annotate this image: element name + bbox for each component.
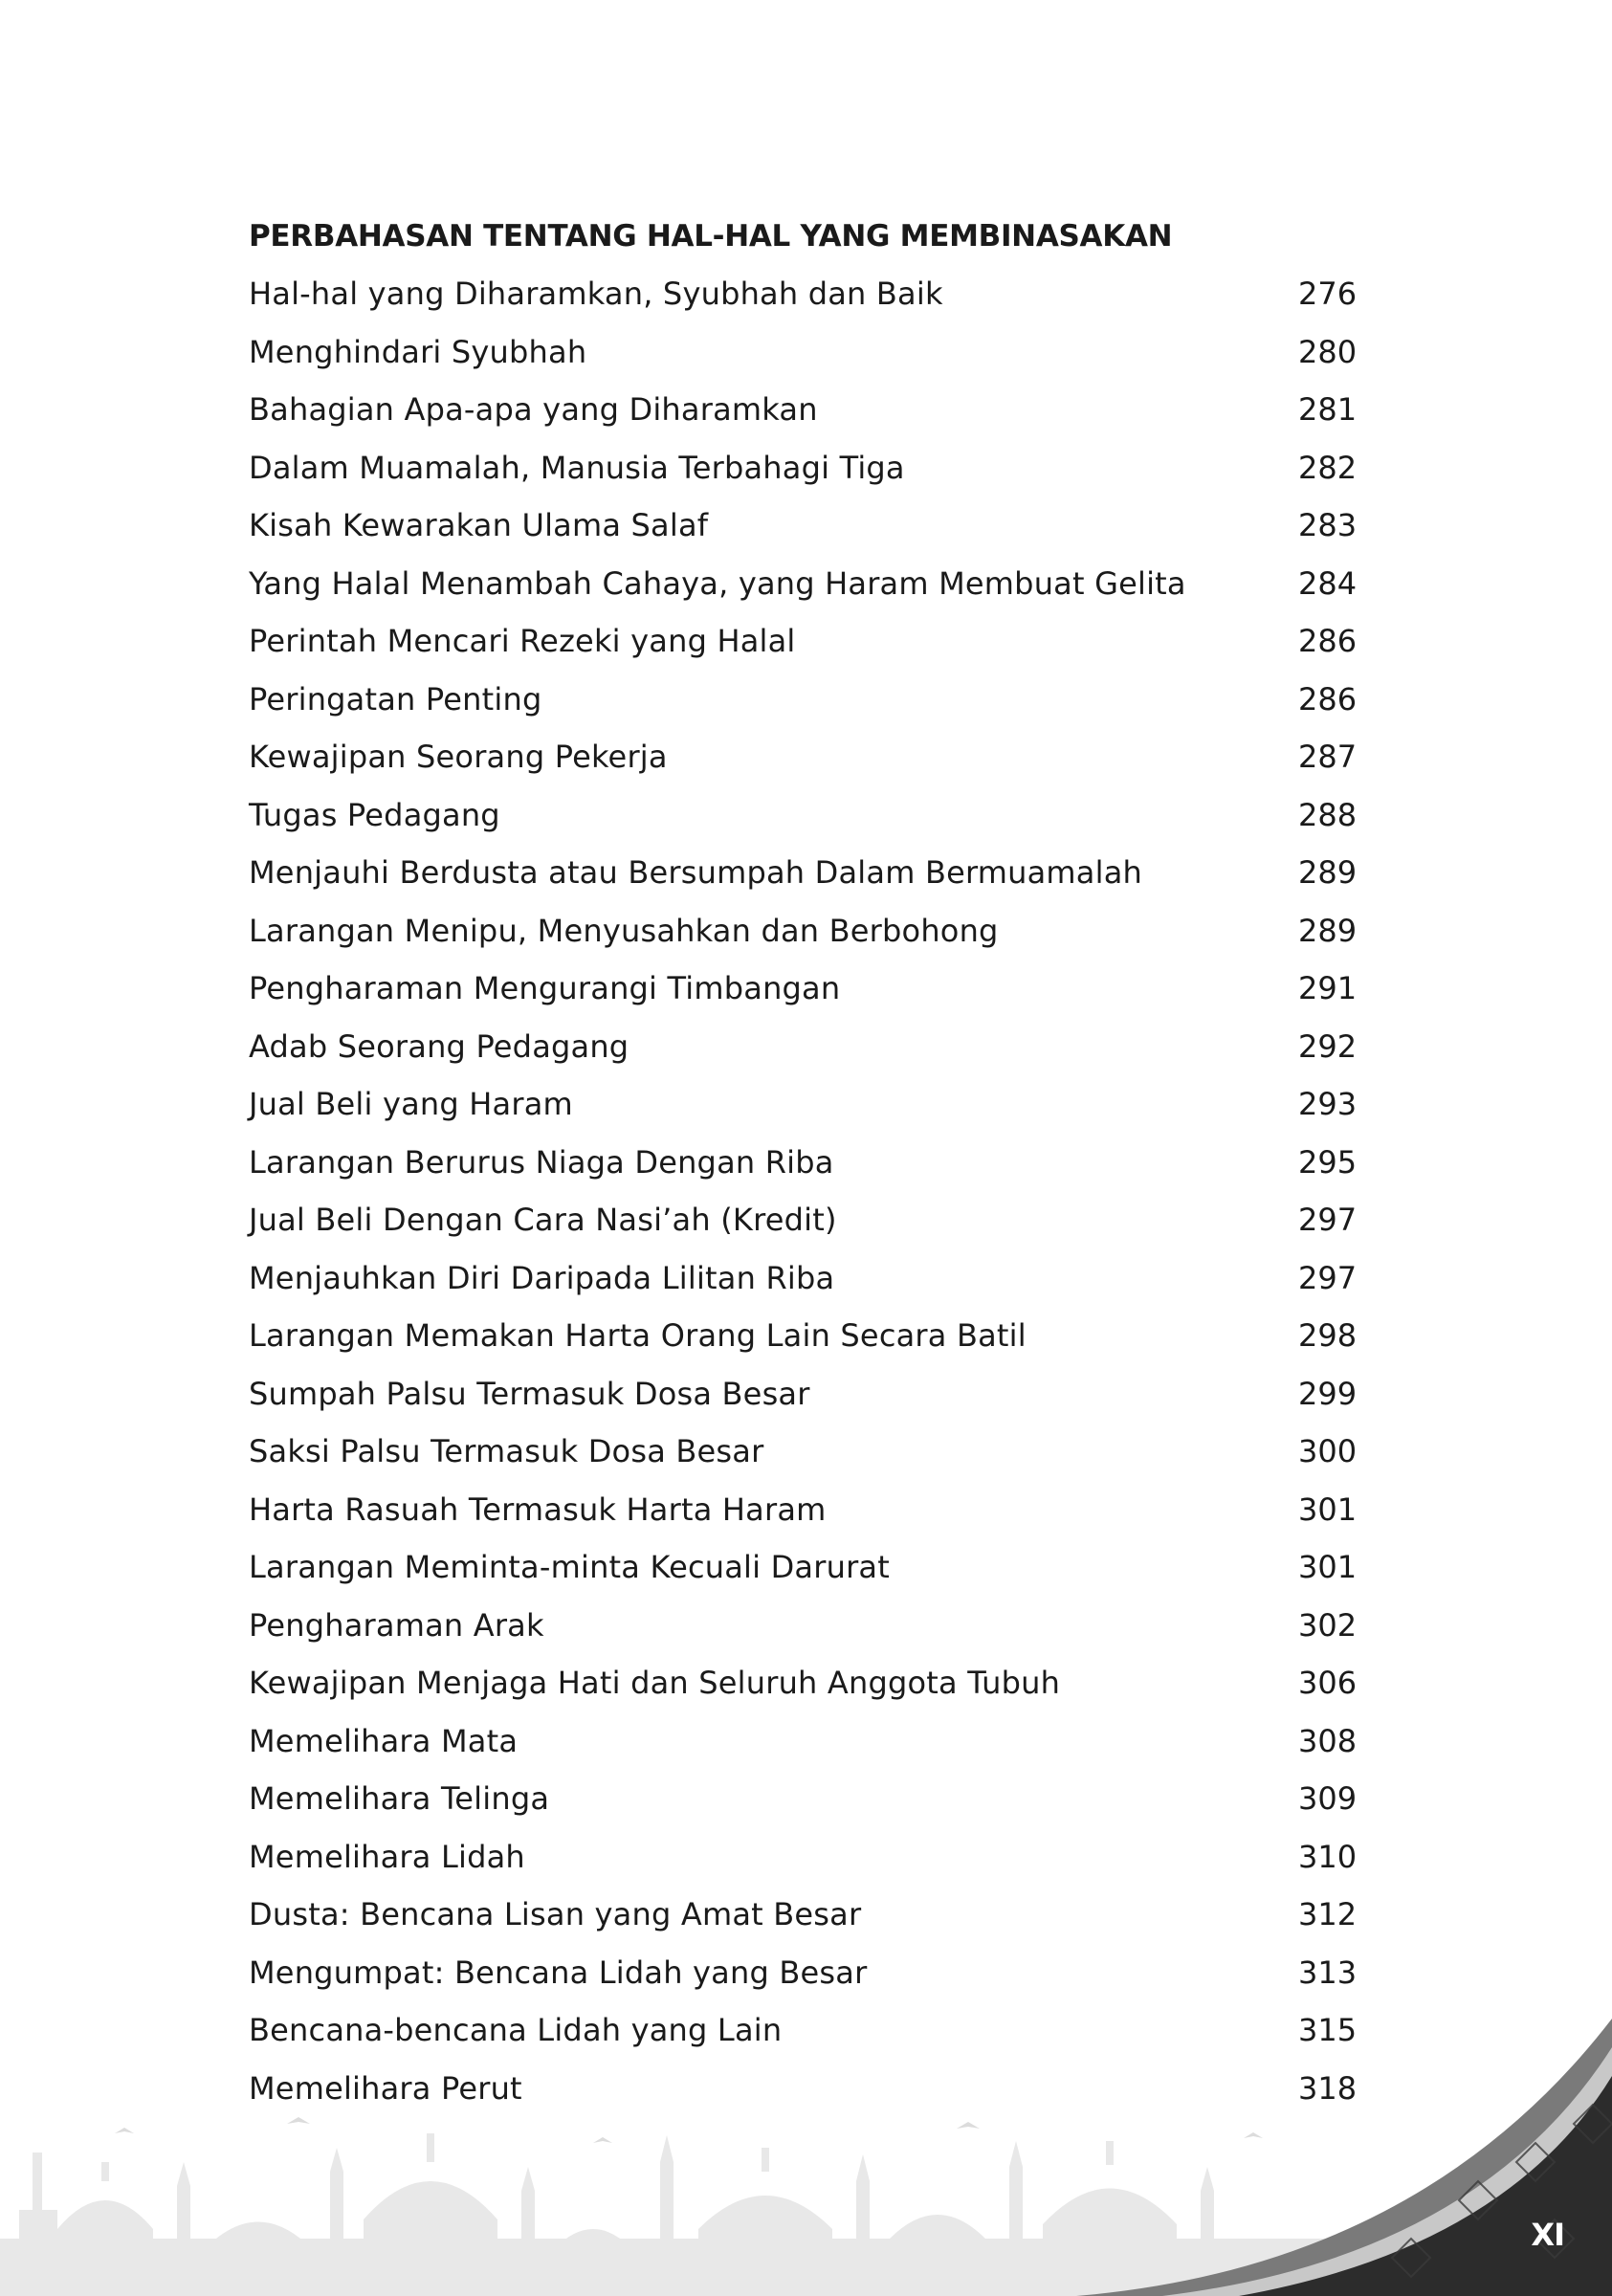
toc-entry xyxy=(249,620,1368,678)
toc-entry-page-number: 300 xyxy=(1298,1433,1358,1470)
toc-entry xyxy=(249,967,1368,1026)
toc-entry xyxy=(249,1836,1368,1894)
toc-entry-page-number: 281 xyxy=(1298,391,1358,429)
toc-entry-title: Memelihara Mata xyxy=(249,1722,519,1759)
toc-entry xyxy=(249,1257,1368,1315)
toc-entry xyxy=(249,1026,1368,1084)
toc-entry-title: Dusta: Bencana Lisan yang Amat Besar xyxy=(249,1896,862,1933)
toc-entry-page-number: 293 xyxy=(1298,1086,1358,1123)
toc-entry xyxy=(249,1373,1368,1431)
toc-entry xyxy=(249,1314,1368,1373)
toc-entry xyxy=(249,388,1368,447)
toc-entry-title: Peringatan Penting xyxy=(249,680,542,718)
toc-entry-title: Memelihara Telinga xyxy=(249,1780,550,1818)
toc-entry-title: Kisah Kewarakan Ulama Salaf xyxy=(249,507,709,544)
toc-entry-page-number: 301 xyxy=(1298,1490,1358,1528)
toc-entry-page-number: 291 xyxy=(1298,970,1358,1007)
toc-entry-page-number: 282 xyxy=(1298,449,1358,486)
toc-entry-page-number: 287 xyxy=(1298,739,1358,776)
toc-entry-page-number: 297 xyxy=(1298,1202,1358,1239)
toc-entry-title: Hal-hal yang Diharamkan, Syubhah dan Baik xyxy=(249,276,943,313)
toc-entry xyxy=(249,447,1368,505)
toc-entry-title: Larangan Memakan Harta Orang Lain Secara Batil xyxy=(249,1317,1027,1355)
toc-entry xyxy=(249,1430,1368,1489)
toc-entry-page-number: 288 xyxy=(1298,796,1358,833)
toc-entry xyxy=(249,1952,1368,2010)
toc-entry-title: Kewajipan Menjaga Hati dan Seluruh Anggota Tubuh xyxy=(249,1665,1061,1702)
toc-entry-page-number: 280 xyxy=(1298,333,1358,370)
toc-entry xyxy=(249,736,1368,794)
section-heading: PERBAHASAN TENTANG HAL-HAL YANG MEMBINASAKAN xyxy=(249,218,1173,254)
toc-entry-title: Bahagian Apa-apa yang Diharamkan xyxy=(249,391,818,429)
toc-entry xyxy=(249,1777,1368,1836)
toc-entry-page-number: 302 xyxy=(1298,1606,1358,1644)
toc-entry-title: Sumpah Palsu Termasuk Dosa Besar xyxy=(249,1375,810,1412)
toc-entry xyxy=(249,1720,1368,1778)
corner-wave-decoration xyxy=(1076,2019,1612,2296)
toc-entry-title: Harta Rasuah Termasuk Harta Haram xyxy=(249,1490,827,1528)
toc-entry-title: Adab Seorang Pedagang xyxy=(249,1027,629,1065)
toc-entry-page-number: 284 xyxy=(1298,564,1358,602)
toc-entry-page-number: 286 xyxy=(1298,680,1358,718)
toc-entry-title: Larangan Meminta-minta Kecuali Darurat xyxy=(249,1549,890,1586)
toc-entry-list xyxy=(249,273,1368,2125)
toc-entry-page-number: 299 xyxy=(1298,1375,1358,1412)
toc-entry-title: Mengumpat: Bencana Lidah yang Besar xyxy=(249,1954,868,1991)
toc-entry-title: Larangan Menipu, Menyusahkan dan Berbohong xyxy=(249,912,999,949)
toc-entry xyxy=(249,1546,1368,1604)
toc-entry-page-number: 298 xyxy=(1298,1317,1358,1355)
toc-entry-page-number: 292 xyxy=(1298,1027,1358,1065)
toc-entry-title: Yang Halal Menambah Cahaya, yang Haram Membuat Gelita xyxy=(249,564,1186,602)
toc-entry-page-number: 276 xyxy=(1298,276,1358,313)
toc-entry xyxy=(249,504,1368,563)
toc-entry-title: Memelihara Lidah xyxy=(249,1838,525,1875)
toc-entry-page-number: 283 xyxy=(1298,507,1358,544)
toc-entry xyxy=(249,1662,1368,1720)
toc-entry xyxy=(249,1199,1368,1257)
toc-entry-page-number: 312 xyxy=(1298,1896,1358,1933)
toc-entry-page-number: 289 xyxy=(1298,912,1358,949)
toc-entry-title: Bencana-bencana Lidah yang Lain xyxy=(249,2012,783,2049)
toc-entry-title: Menjauhkan Diri Daripada Lilitan Riba xyxy=(249,1259,835,1296)
toc-entry-page-number: 306 xyxy=(1298,1665,1358,1702)
toc-entry-page-number: 301 xyxy=(1298,1549,1358,1586)
toc-entry-page-number: 289 xyxy=(1298,854,1358,892)
toc-entry xyxy=(249,851,1368,910)
toc-entry xyxy=(249,910,1368,968)
toc-entry-title: Menjauhi Berdusta atau Bersumpah Dalam Bermuamalah xyxy=(249,854,1142,892)
toc-entry xyxy=(249,1604,1368,1663)
toc-entry-page-number: 286 xyxy=(1298,623,1358,660)
toc-entry-title: Jual Beli Dengan Cara Nasi’ah (Kredit) xyxy=(249,1202,837,1239)
toc-entry xyxy=(249,794,1368,852)
toc-entry-title: Tugas Pedagang xyxy=(249,796,500,833)
toc-entry-page-number: 315 xyxy=(1298,2012,1358,2049)
toc-entry-title: Menghindari Syubhah xyxy=(249,333,587,370)
toc-entry xyxy=(249,1489,1368,1547)
toc-entry-page-number: 309 xyxy=(1298,1780,1358,1818)
toc-entry xyxy=(249,1141,1368,1200)
toc-entry xyxy=(249,1083,1368,1141)
toc-entry-title: Dalam Muamalah, Manusia Terbahagi Tiga xyxy=(249,449,905,486)
toc-entry-title: Jual Beli yang Haram xyxy=(249,1086,573,1123)
toc-entry-page-number: 308 xyxy=(1298,1722,1358,1759)
toc-entry xyxy=(249,678,1368,737)
page-number: XI xyxy=(1531,2217,1564,2253)
toc-entry xyxy=(249,1893,1368,1952)
toc-entry-page-number: 310 xyxy=(1298,1838,1358,1875)
toc-entry-title: Memelihara Perut xyxy=(249,2069,522,2107)
toc-entry xyxy=(249,563,1368,621)
toc-entry xyxy=(249,331,1368,389)
toc-entry-title: Pengharaman Mengurangi Timbangan xyxy=(249,970,841,1007)
toc-entry-title: Perintah Mencari Rezeki yang Halal xyxy=(249,623,796,660)
toc-entry-title: Pengharaman Arak xyxy=(249,1606,544,1644)
toc-entry-page-number: 295 xyxy=(1298,1143,1358,1181)
toc-entry-title: Larangan Berurus Niaga Dengan Riba xyxy=(249,1143,834,1181)
toc-entry-title: Kewajipan Seorang Pekerja xyxy=(249,739,668,776)
toc-entry-page-number: 297 xyxy=(1298,1259,1358,1296)
toc-entry-title: Saksi Palsu Termasuk Dosa Besar xyxy=(249,1433,764,1470)
toc-entry-page-number: 313 xyxy=(1298,1954,1358,1991)
toc-entry-page-number: 318 xyxy=(1298,2069,1358,2107)
table-of-contents xyxy=(249,195,1368,2125)
toc-entry xyxy=(249,273,1368,331)
